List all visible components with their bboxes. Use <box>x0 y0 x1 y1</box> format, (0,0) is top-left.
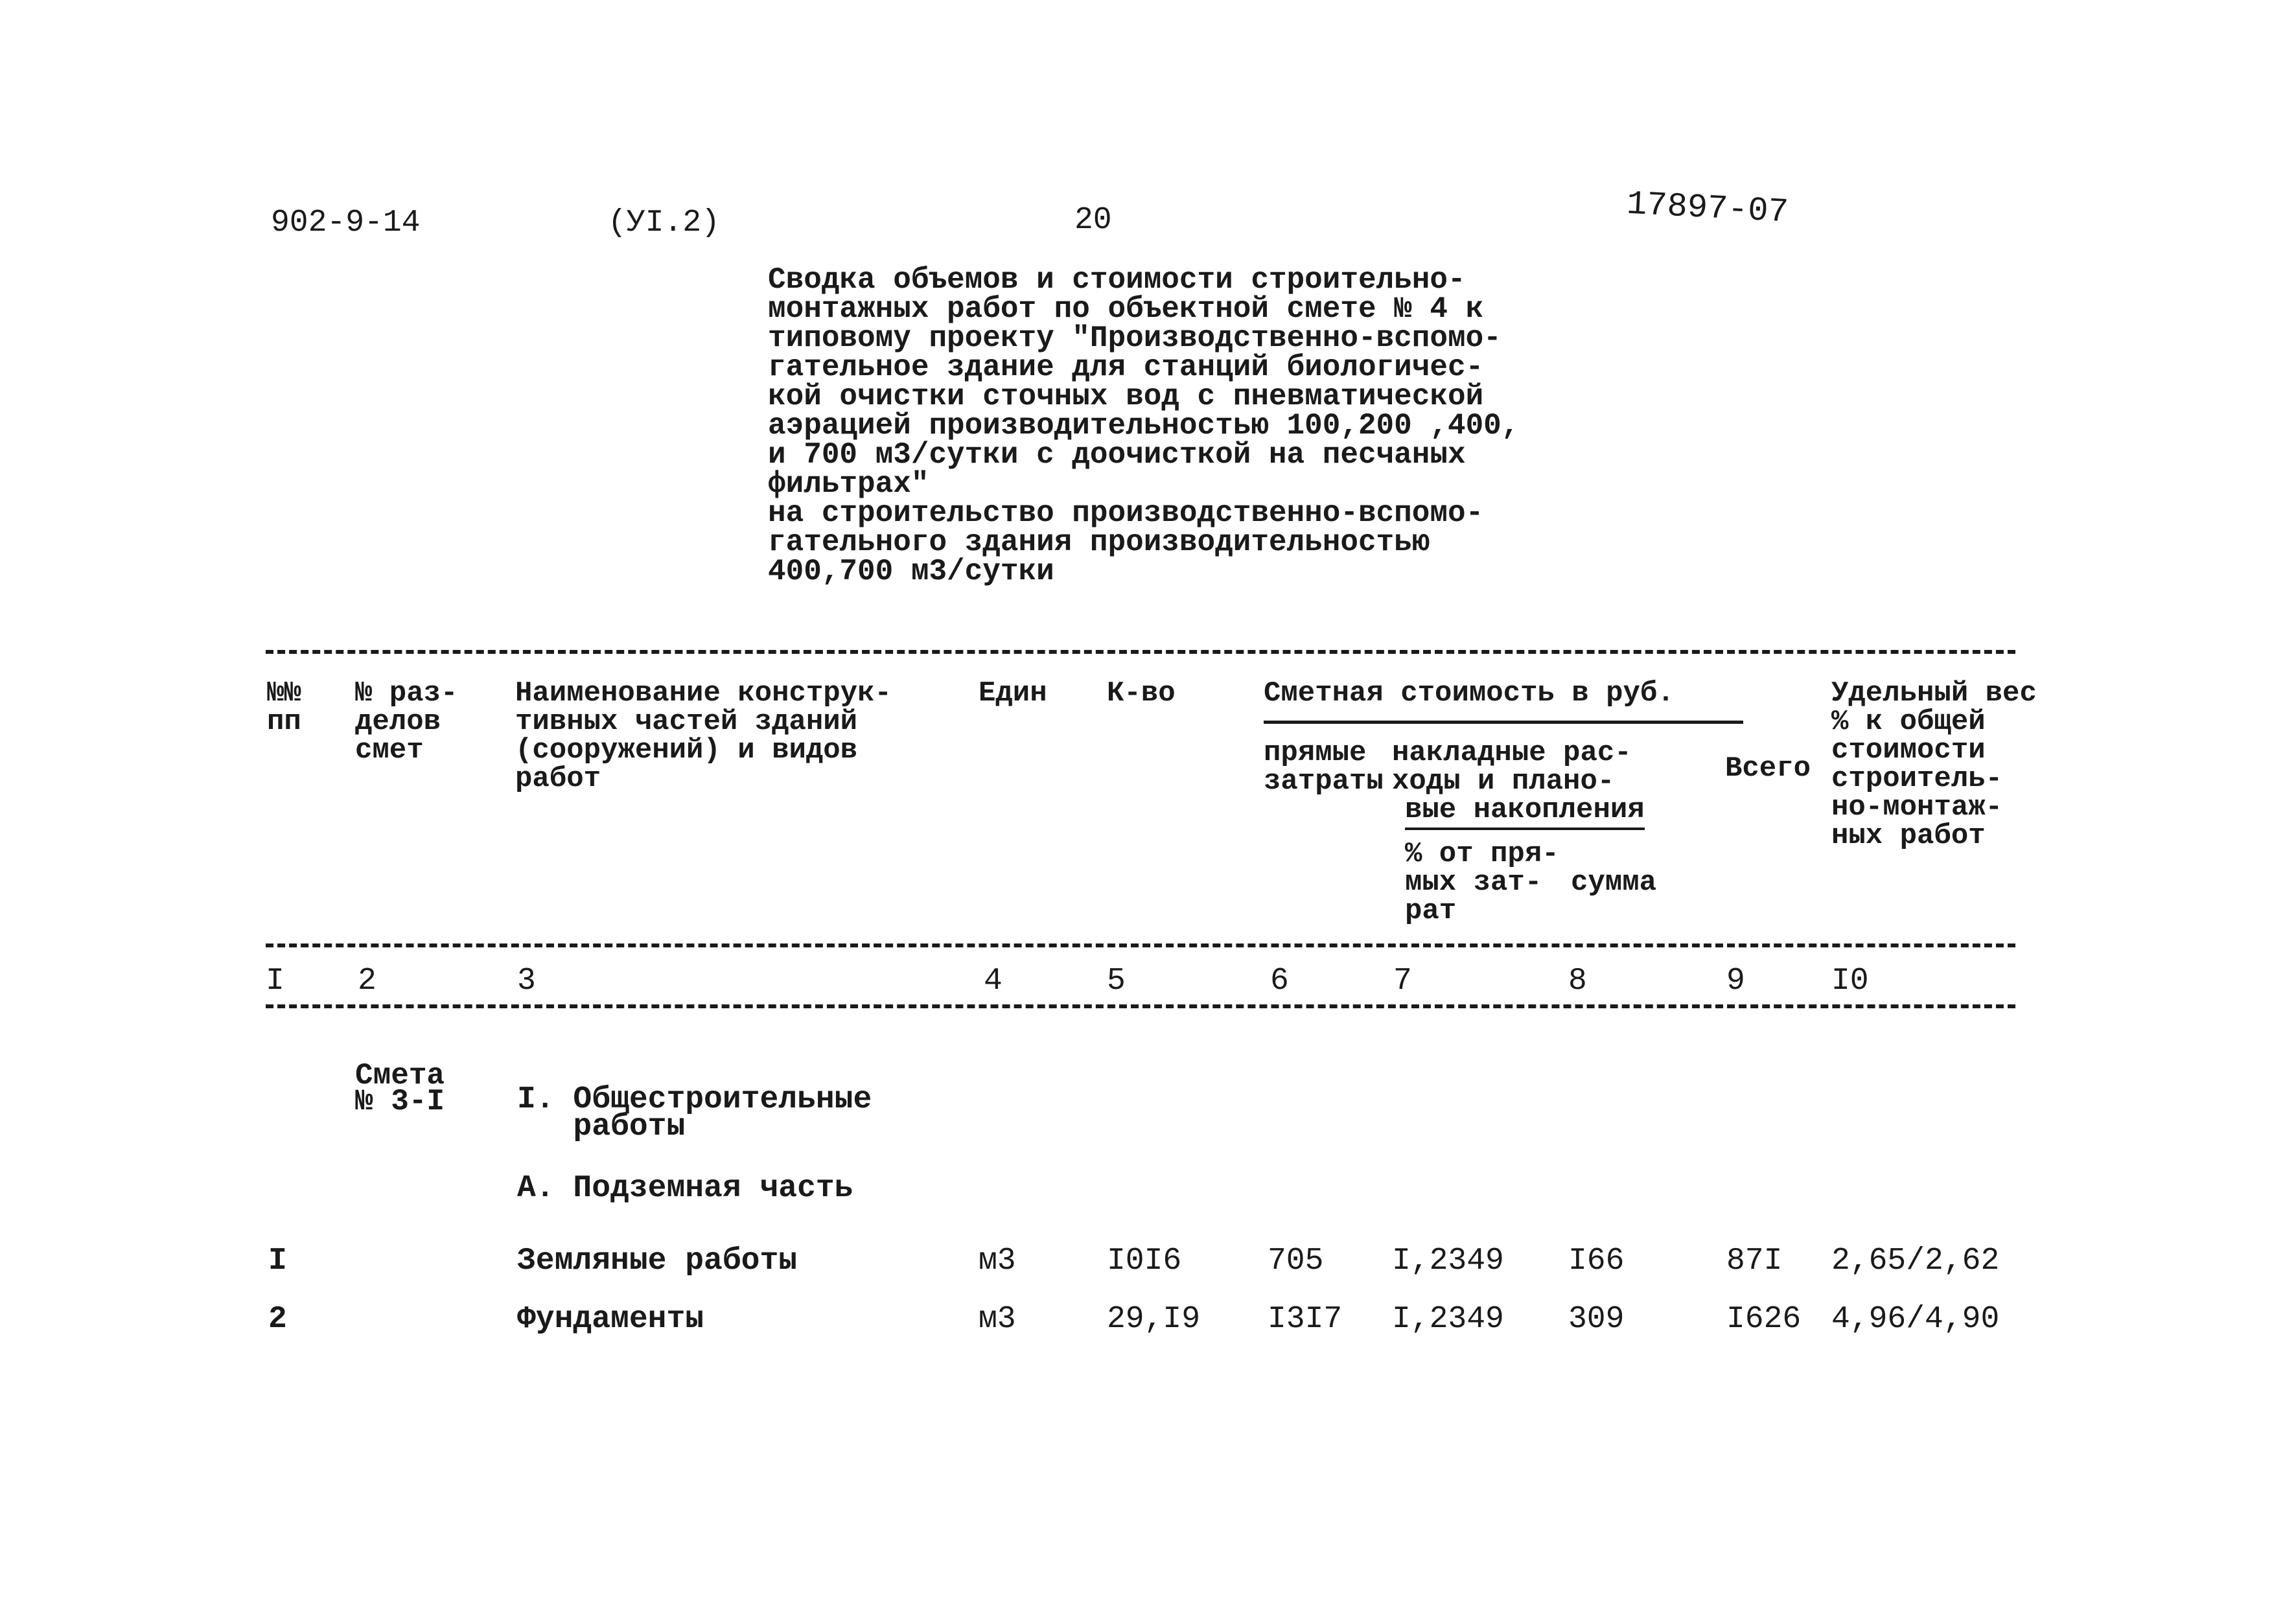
title-line: аэрацией производительностью 100,200 ,400, <box>768 409 1520 443</box>
row-name: Фундаменты <box>517 1302 704 1337</box>
cost-group-header: Сметная стоимость в руб. <box>1264 677 1675 710</box>
document-title <box>768 263 1520 588</box>
overhead-group-header-last-line <box>1405 796 1645 824</box>
subsection-title: А. Подземная часть <box>517 1171 853 1206</box>
title-line: 400,700 м3/сутки <box>768 555 1054 588</box>
row-total: I626 <box>1726 1302 1802 1337</box>
col-header-percent: % от пря- мых зат- рат <box>1405 838 1559 927</box>
title-line: гательное здание для станций биологичес- <box>768 351 1484 384</box>
title-line: и 700 м3/сутки с доочисткой на песчаных <box>768 438 1466 472</box>
row-direct-costs: 705 <box>1268 1244 1324 1279</box>
title-line: фильтрах" <box>768 467 929 501</box>
title-line: монтажных работ по объектной смете № 4 к <box>768 292 1484 326</box>
table-top-rule <box>266 650 2015 654</box>
col-header-unit: Един <box>979 677 1047 710</box>
table-header-rule <box>266 943 2015 947</box>
row-total: 87I <box>1726 1244 1783 1279</box>
section-title: I. Общестроительные работы <box>517 1082 872 1144</box>
title-line: кой очистки сточных вод с пневматической <box>768 380 1484 413</box>
overhead-group-underlined-text: вые накопления <box>1405 794 1645 830</box>
row-unit: м3 <box>979 1244 1016 1279</box>
section-code: (УI.2) <box>608 205 720 240</box>
title-line: типовому проекту "Производственно-вспомо- <box>768 321 1502 355</box>
column-number: 6 <box>1270 964 1289 999</box>
column-number: 7 <box>1393 964 1412 999</box>
row-overhead-percent: I,2349 <box>1392 1244 1504 1279</box>
smeta-label: Смета № 3-I <box>355 1059 445 1118</box>
col-header-sum: сумма <box>1571 866 1657 899</box>
column-number: 8 <box>1568 964 1587 999</box>
title-line: на строительство производственно-вспомо- <box>768 496 1484 530</box>
cost-group-rule <box>1264 721 1743 724</box>
title-line: гательного здания производительностью <box>768 526 1430 559</box>
col-header-section: № раз- делов смет <box>355 677 458 767</box>
col-header-share: Удельный вес % к общей стоимости строитель- но-монтаж- ных работ <box>1831 677 2037 852</box>
row-overhead-percent: I,2349 <box>1392 1302 1504 1337</box>
title-line: Сводка объемов и стоимости строительно- <box>768 263 1466 297</box>
col-header-name: Наименование конструк- тивных частей зданий (сооружений) и видов работ <box>515 677 892 795</box>
row-overhead-sum: I66 <box>1568 1244 1625 1279</box>
row-quantity: I0I6 <box>1107 1244 1182 1279</box>
column-number: 3 <box>517 964 536 999</box>
row-overhead-sum: 309 <box>1568 1302 1625 1337</box>
row-quantity: 29,I9 <box>1107 1302 1201 1337</box>
col-header-total: Всего <box>1725 752 1811 785</box>
overhead-group-header: накладные рас- ходы и плано- <box>1392 737 1632 798</box>
inventory-number: 17897-07 <box>1625 185 1790 232</box>
col-header-direct-costs: прямые затраты <box>1264 737 1384 798</box>
row-direct-costs: I3I7 <box>1268 1302 1343 1337</box>
column-number-rule <box>266 1004 2015 1008</box>
document-code: 902-9-14 <box>271 205 421 240</box>
row-name: Земляные работы <box>517 1244 798 1279</box>
row-share: 2,65/2,62 <box>1831 1244 2000 1279</box>
column-number: 9 <box>1726 964 1745 999</box>
column-number: 2 <box>358 964 377 999</box>
column-number: I0 <box>1831 964 1869 999</box>
col-header-number: №№ пп <box>267 677 301 738</box>
row-number: I <box>268 1244 287 1279</box>
col-header-quantity: К-во <box>1107 677 1176 710</box>
row-share: 4,96/4,90 <box>1831 1302 2000 1337</box>
row-number: 2 <box>268 1302 287 1337</box>
column-number: 4 <box>984 964 1003 999</box>
page-number: 20 <box>1074 203 1112 238</box>
column-number: 5 <box>1107 964 1126 999</box>
row-unit: м3 <box>979 1302 1016 1337</box>
column-number: I <box>266 964 284 999</box>
